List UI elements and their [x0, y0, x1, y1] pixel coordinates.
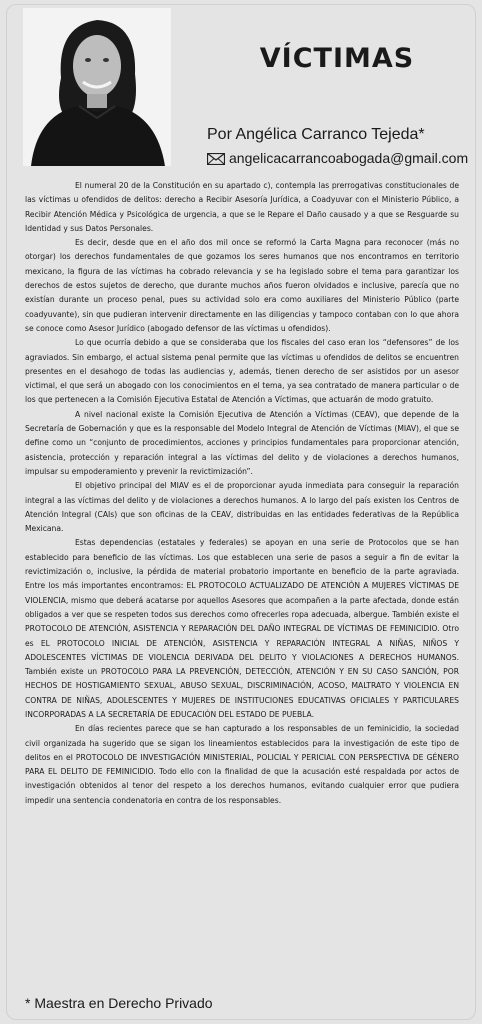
paragraph: El objetivo principal del MIAV es el de proporcionar ayuda inmediata para conseguir la reparación integral a las víctimas del delito y de violaciones a derechos humanos. A lo largo del país existen los Centros de Atención Integral (CAIs) que son oficinas de la CEAV, distribuidas en las entidades federativas de la República Mexicana.: [25, 481, 459, 534]
paragraph: A nivel nacional existe la Comisión Ejecutiva de Atención a Víctimas (CEAV), que depende de la Secretaría de Gobernación y que es la responsable del Modelo Integral de Atención de Víctimas (MIAV), el que se define como un “conjunto de procedimientos, acciones y principios fundamentales para proporcionar atención, asistencia, protección y reparación integral a las víctimas del delito y de violaciones a derechos humanos, impulsar su empoderamiento y prevenir la revictimización”.: [25, 409, 459, 476]
paragraph: El numeral 20 de la Constitución en su apartado c), contempla las prerrogativas constitucionales de las víctimas u ofendidos de delitos: derecho a Recibir Asesoría Jurídica, a Coadyuvar con el Ministerio Público, a Recibir Atención Médica y Psicológica de urgencia, a que se le Repare el Daño causado y a que se Resguarde su Identidad y sus Datos Personales.: [25, 181, 459, 233]
envelope-icon: [207, 152, 225, 164]
paragraph: Es decir, desde que en el año dos mil once se reformó la Carta Magna para reconocer (más no otorgar) los derechos fundamentales de que gozamos los seres humanos que nos encontramos en territorio mexicano, la figura de las víctimas ha cobrado relevancia y se ha legislado sobre el tema para garantizar los derechos de estos sujetos de derecho, que durante muchos años fueron olvidados e inclusive, parecía que no existían durante un proceso penal, pues su actividad solo era como auxiliares del Ministerio Público (parte coadyuvante), sin que pudieran intervenir directamente en las diligencias y tampoco contaban con lo que ahora se conoce como Asesor Jurídico (abogado defensor de las víctimas u ofendidos).: [25, 238, 459, 333]
article-body: [25, 179, 459, 808]
author-photo: [23, 8, 171, 166]
article-page: [6, 4, 476, 1020]
author-byline: Por Angélica Carranco Tejeda*: [207, 126, 425, 143]
paragraph: Estas dependencias (estatales y federales) se apoyan en una serie de Protocolos que se han establecido para beneficio de las víctimas. Los que establecen una serie de pasos a seguir a fin de evitar la revictimización o, inclusive, la pérdida de material probatorio importante en beneficio de la parte agraviada. Entre los más importantes encontramos: EL PROTOCOLO ACTUALIZADO DE ATENCIÓN A MUJERES VÍCTIMAS DE VIOLENCIA, mismo que deberá acatarse por aquellos Asesores que acompañen a la parte afectada, donde están obligados a ver que se respeten todos sus derechos como ofrecerles ropa adecuada, albergue. También existe el PROTOCOLO DE ATENCIÓN, ASISTENCIA Y REPARACIÓN DEL DAÑO INTEGRAL DE VÍCTIMAS DE FEMINICIDIO. Otro es EL PROTOCOLO INICIAL DE ATENCIÓN, ASISTENCIA Y REPARACIÓN INTEGRAL A NIÑAS, NIÑOS Y ADOLESCENTES VÍCTIMAS DE VIOLENCIA DERIVADA DEL DELITO Y VIOLACIONES A DERECHOS HUMANOS. También existe un PROTOCOLO PARA LA PREVENCIÓN, DETECCIÓN, ATENCIÓN Y EN SU CASO SANCIÓN, POR HECHOS DE HOSTIGAMIENTO SEXUAL, ABUSO SEXUAL, DISCRIMINACIÓN, ACOSO, MALTRATO Y VIOLENCIA EN CONTRA DE NIÑAS, ADOLESCENTES Y MUJERES DE INSTITUCIONES EDUCATIVAS OFICIALES Y PARTICULARES INCORPORADAS A LA SECRETARÍA DE EDUCACIÓN DEL ESTADO DE PUEBLA.: [25, 538, 459, 719]
paragraph: En días recientes parece que se han capturado a los responsables de un feminicidio, la sociedad civil organizada ha sugerido que se sigan los lineamientos establecidos para la investigación de este tipo de delitos en el PROTOCOLO DE INVESTIGACIÓN MINISTERIAL, POLICIAL Y PERICIAL CON PERSPECTIVA DE GÉNERO PARA EL DELITO DE FEMINICIDIO. Todo ello con la finalidad de que la acusación esté respaldada por actos de investigación obtenidos al tenor del respeto a los derechos humanos, evitando cualquier error que pudiera impedir una sentencia condenatoria en contra de los responsables.: [25, 724, 459, 805]
author-email-row: [207, 150, 468, 166]
article-title: VÍCTIMAS: [259, 43, 415, 74]
author-email[interactable]: angelicacarrancoabogada@gmail.com: [229, 150, 469, 166]
paragraph: Lo que ocurría debido a que se consideraba que los fiscales del caso eran los “defensores” de los agraviados. Sin embargo, el actual sistema penal permite que las víctimas u ofendidos de delitos se encuentren presentes en el desahogo de todas las audiencias y, además, tienen derecho de ser asistidos por un asesor victimal, el que será un abogado con los conocimientos en el tema, ya sea contratado de manera particular o de los que pertenecen a la Comisión Ejecutiva Estatal de Atención a Víctimas, que actuarán de modo gratuito.: [25, 338, 459, 405]
author-footnote: * Maestra en Derecho Privado: [25, 995, 213, 1011]
